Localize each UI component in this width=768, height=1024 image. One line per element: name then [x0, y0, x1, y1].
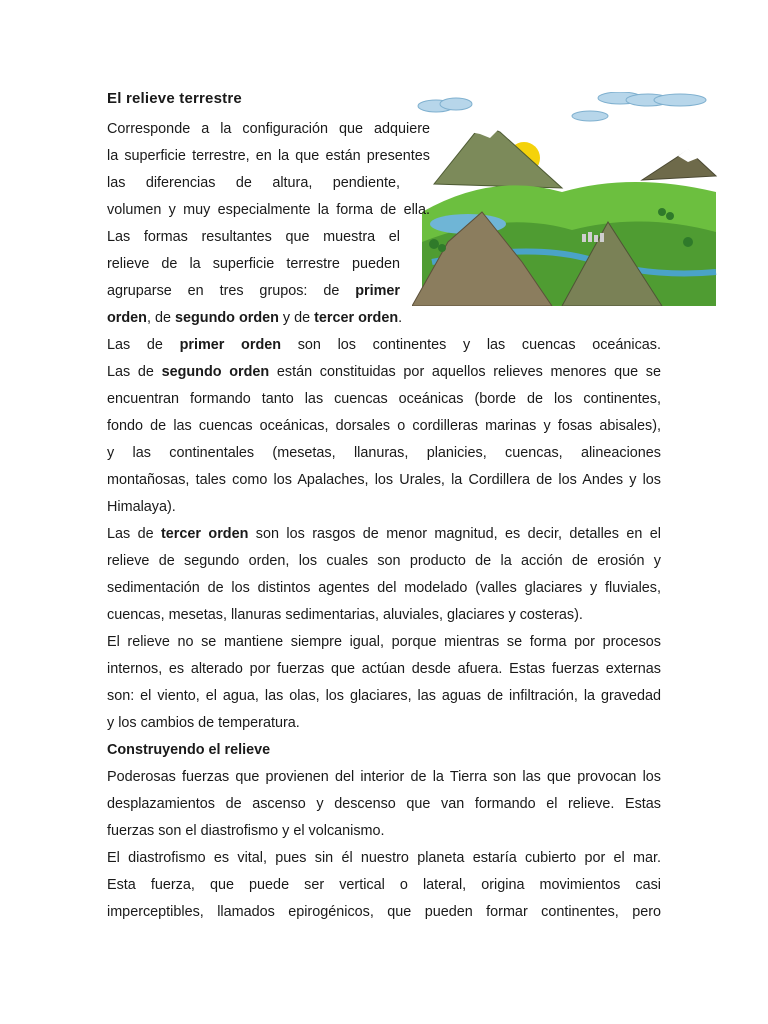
text-line: cuencas, mesetas, llanuras sedimentarias, aluviales, glaciares y costeras).	[107, 607, 583, 623]
text-line: orden, de segundo orden y de tercer orden.	[107, 310, 403, 326]
text-line: Poderosas fuerzas que provienen del interior de la Tierra son las que provocan los	[107, 769, 661, 785]
text-line: las diferencias de altura, pendiente,	[107, 175, 400, 191]
landscape-illustration-icon	[412, 92, 718, 306]
text-line: desplazamientos de ascenso y descenso que van formando el relieve. Estas	[107, 796, 661, 812]
text-line: y las continentales (mesetas, llanuras, planicies, cuencas, alineaciones	[107, 445, 661, 461]
text-line: Las de primer orden son los continentes y las cuencas oceánicas.	[107, 337, 661, 353]
text-line: Corresponde a la configuración que adquiere	[107, 121, 430, 137]
text-line: Las formas resultantes que muestra el	[107, 229, 400, 245]
page-title: El relieve terrestre	[107, 90, 242, 107]
text-line: relieve de segundo orden, los cuales son producto de la acción de erosión y	[107, 553, 661, 569]
text-line: imperceptibles, llamados epirogénicos, que pueden formar continentes, pero	[107, 904, 661, 920]
text-line: internos, es alterado por fuerzas que actúan desde afuera. Estas fuerzas externas	[107, 661, 661, 677]
section-heading: Construyendo el relieve	[107, 742, 271, 758]
text-line: sedimentación de los distintos agentes del modelado (valles glaciares y fluviales,	[107, 580, 661, 596]
text-line: El relieve no se mantiene siempre igual, porque mientras se forma por procesos	[107, 634, 661, 650]
text-line: encuentran formando tanto las cuencas oceánicas (borde de los continentes,	[107, 391, 661, 407]
text-line: la superficie terrestre, en la que están presentes	[107, 148, 430, 164]
text-line: fondo de las cuencas oceánicas, dorsales o cordilleras marinas y fosas abisales),	[107, 418, 661, 434]
text-line: Las de segundo orden están constituidas por aquellos relieves menores que se	[107, 364, 662, 380]
text-line: Las de tercer orden son los rasgos de menor magnitud, es decir, detalles en el	[107, 526, 661, 542]
text-line: Himalaya).	[107, 499, 176, 515]
text-line: relieve de la superficie terrestre pueden	[107, 256, 400, 272]
text-line: volumen y muy especialmente la forma de ella.	[107, 202, 430, 218]
text-line: fuerzas son el diastrofismo y el volcanismo.	[107, 823, 385, 839]
text-line: agruparse en tres grupos: de primer	[107, 283, 400, 299]
text-line: son: el viento, el agua, las olas, los glaciares, las aguas de infiltración, la gravedad	[107, 688, 661, 704]
text-line: montañosas, tales como los Apalaches, los Urales, la Cordillera de los Andes y los	[107, 472, 661, 488]
text-line: y los cambios de temperatura.	[107, 715, 300, 731]
text-line: El diastrofismo es vital, pues sin él nuestro planeta estaría cubierto por el mar.	[107, 850, 661, 866]
text-line: Esta fuerza, que puede ser vertical o lateral, origina movimientos casi	[107, 877, 661, 893]
